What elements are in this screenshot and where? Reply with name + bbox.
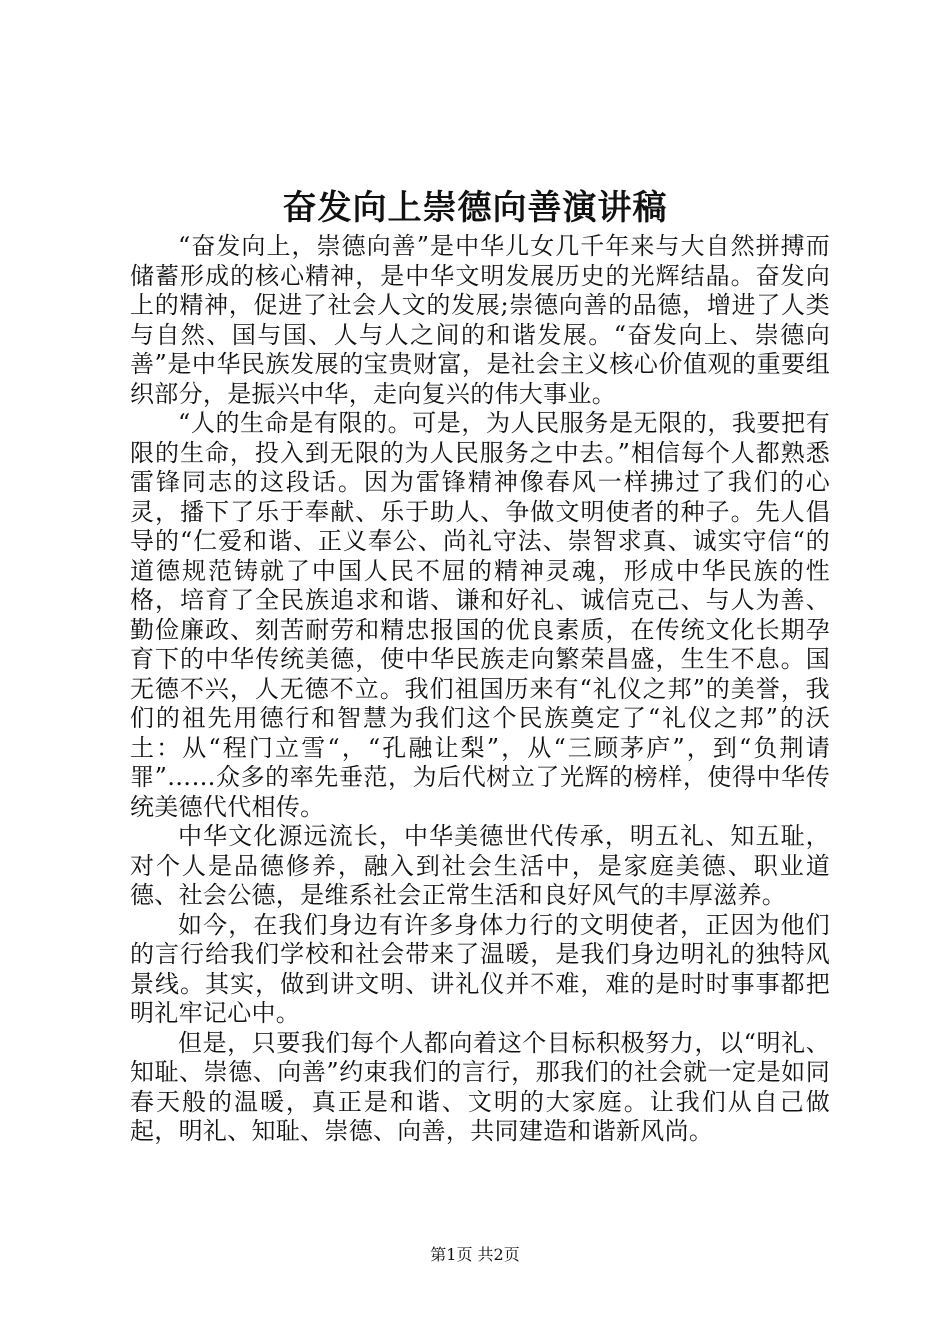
paragraph-5: 但是，只要我们每个人都向着这个目标积极努力，以“明礼、知耻、崇德、向善”约束我们的言行，那我们的社会就一定是如同春天般的温暖，真正是和谐、文明的大家庭。让我们从自己做起，明礼、知耻、崇德、向善，共同建造和谐新风尚。 — [130, 1028, 830, 1145]
paragraph-1: “奋发向上，崇德向善”是中华儿女几千年来与大自然拼搏而储蓄形成的核心精神，是中华文明发展历史的光辉结晶。奋发向上的精神，促进了社会人文的发展;崇德向善的品德，增进了人类与自然、国与国、人与人之间的和谐发展。“奋发向上、崇德向善”是中华民族发展的宝贵财富，是社会主义核心价值观的重要组织部分，是振兴中华，走向复兴的伟大事业。 — [130, 232, 830, 408]
document-body — [130, 232, 830, 1147]
paragraph-2: “人的生命是有限的。可是，为人民服务是无限的，我要把有限的生命，投入到无限的为人民服务之中去。”相信每个人都熟悉雷锋同志的这段话。因为雷锋精神像春风一样拂过了我们的心灵，播下了乐于奉献、乐于助人、争做文明使者的种子。先人倡导的“仁爱和谐、正义奉公、尚礼守法、崇智求真、诚实守信“的道德规范铸就了中国人民不屈的精神灵魂，形成中华民族的性格，培育了全民族追求和谐、谦和好礼、诚信克己、与人为善、勤俭廉政、刻苦耐劳和精忠报国的优良素质，在传统文化长期孕育下的中华传统美德，使中华民族走向繁荣昌盛，生生不息。国无德不兴，人无德不立。我们祖国历来有“礼仪之邦”的美誉，我们的祖先用德行和智慧为我们这个民族奠定了“礼仪之邦”的沃土：从“程门立雪“，“孔融让梨”，从“三顾茅庐”，到“负荆请罪”……众多的率先垂范，为后代树立了光辉的榜样，使得中华传统美德代代相传。 — [130, 409, 830, 821]
page-footer: 第1页 共2页 — [430, 1245, 520, 1264]
paragraph-4: 如今，在我们身边有许多身体力行的文明使者，正因为他们的言行给我们学校和社会带来了温暖，是我们身边明礼的独特风景线。其实，做到讲文明、讲礼仪并不难，难的是时时事事都把明礼牢记心中。 — [130, 910, 830, 1027]
document-title: 奋发向上崇德向善演讲稿 — [282, 188, 668, 228]
paragraph-3: 中华文化源远流长，中华美德世代传承，明五礼、知五耻，对个人是品德修养，融入到社会生活中，是家庭美德、职业道德、社会公德，是维系社会正常生活和良好风气的丰厚滋养。 — [130, 822, 830, 909]
